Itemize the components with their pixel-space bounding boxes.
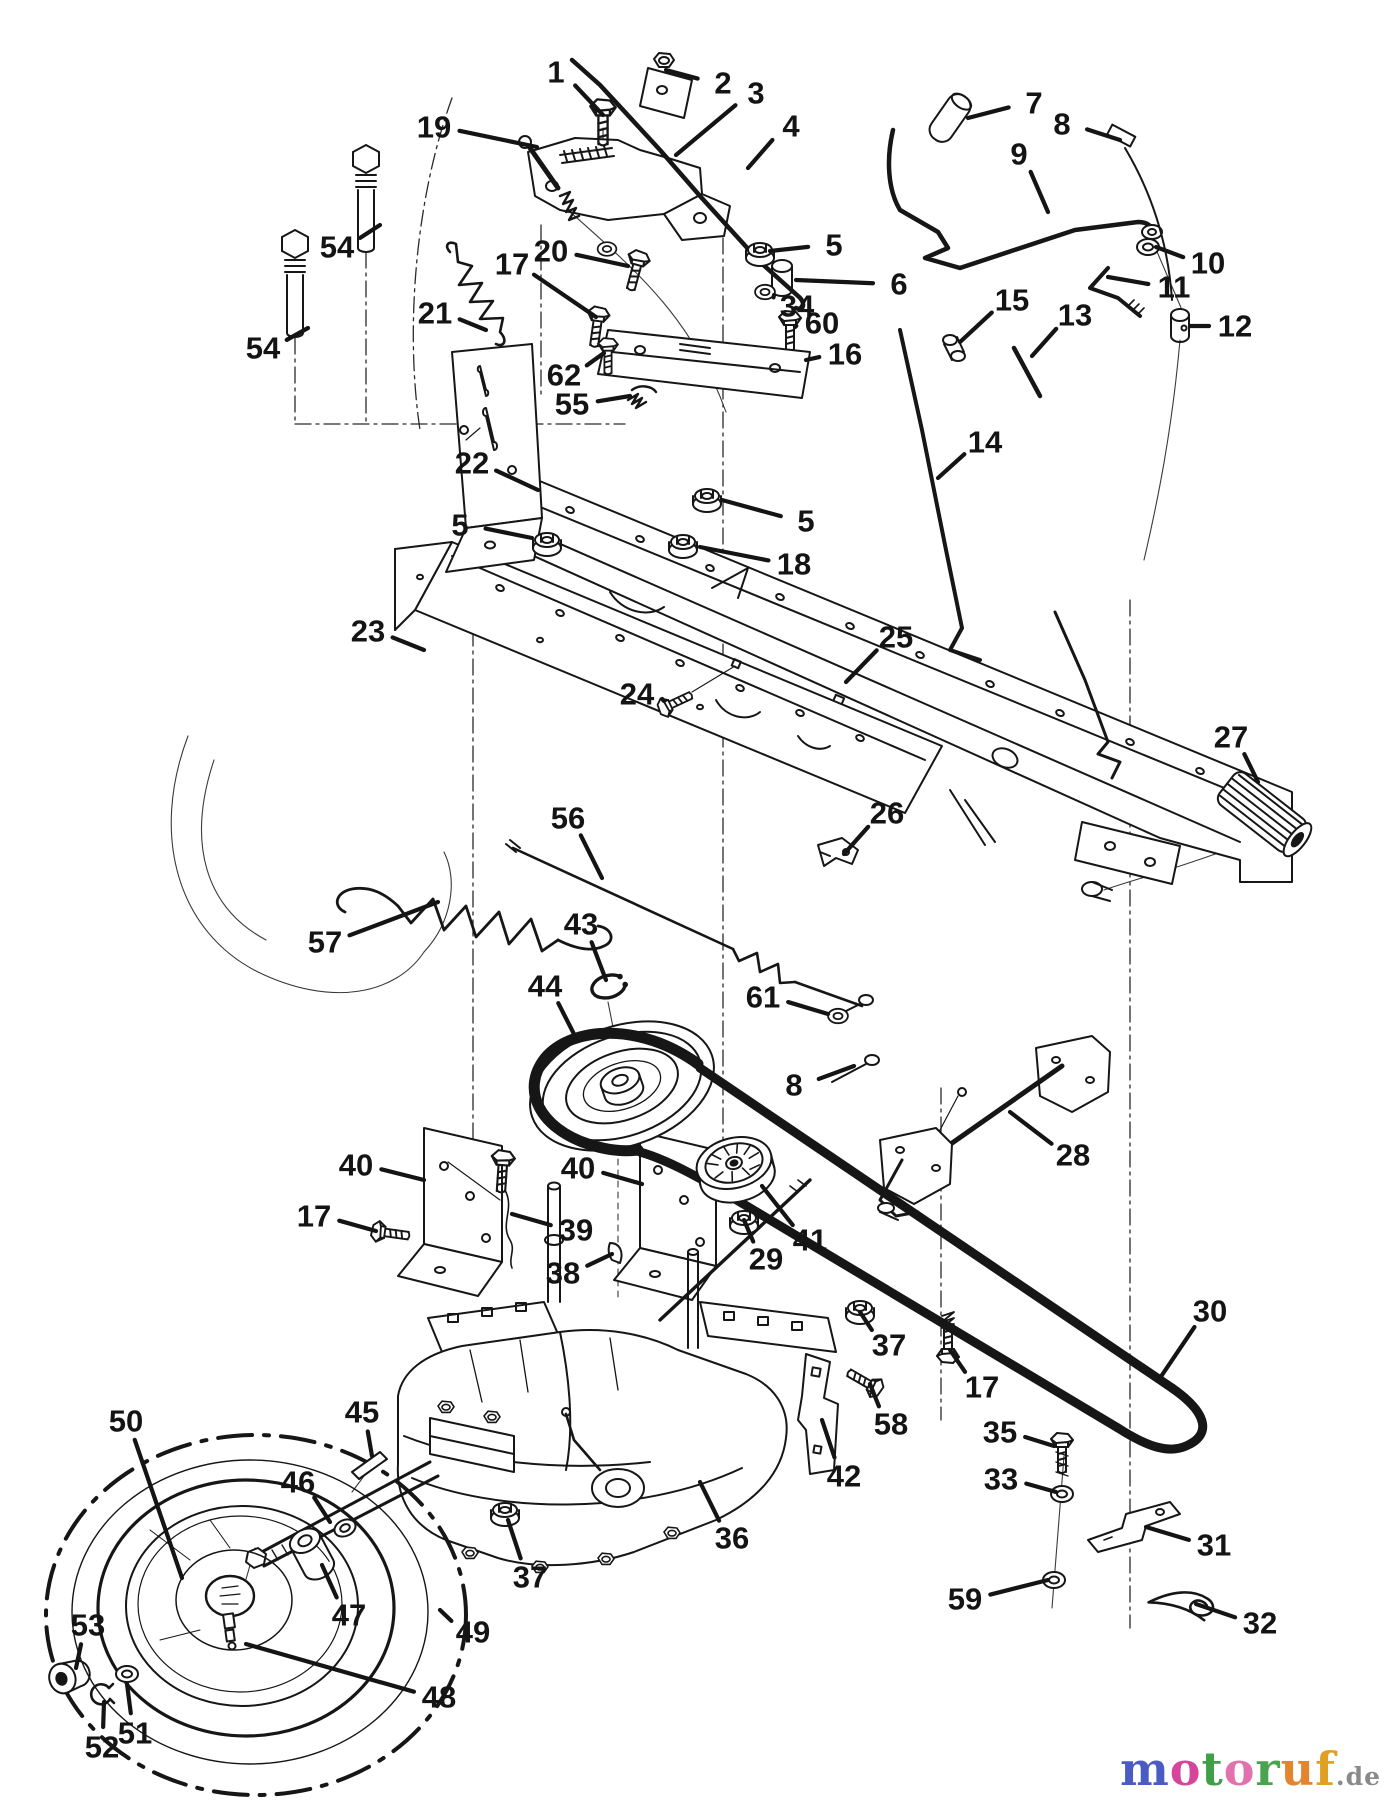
callout-47: 47 xyxy=(331,1597,367,1633)
washer-51 xyxy=(116,1666,138,1682)
leader-line-17 xyxy=(339,1221,376,1231)
leader-line-39 xyxy=(512,1214,551,1225)
bent-link-11 xyxy=(1090,268,1144,316)
callout-22: 22 xyxy=(454,445,490,481)
watermark-letter: o xyxy=(1169,1742,1202,1796)
callout-14: 14 xyxy=(967,424,1003,460)
callout-7: 7 xyxy=(1025,85,1043,121)
callout-44: 44 xyxy=(527,968,563,1004)
watermark-letter: f xyxy=(1315,1742,1336,1796)
callout-8: 8 xyxy=(785,1067,803,1103)
leader-line-23 xyxy=(393,637,424,650)
nut-5-top xyxy=(746,243,774,266)
callout-8: 8 xyxy=(1053,106,1071,142)
leader-line-44 xyxy=(558,1003,576,1038)
callout-26: 26 xyxy=(869,795,905,831)
washer-61 xyxy=(828,1009,848,1023)
leader-line-5 xyxy=(770,247,808,251)
leader-line-48 xyxy=(246,1644,414,1692)
leader-line-61 xyxy=(788,1002,828,1014)
leader-line-5 xyxy=(722,500,781,516)
nut-18 xyxy=(669,535,697,558)
callout-57: 57 xyxy=(307,924,343,960)
callout-50: 50 xyxy=(108,1403,144,1439)
nut-5-right xyxy=(693,489,721,512)
spring-clip-55 xyxy=(628,386,656,408)
callout-51: 51 xyxy=(117,1715,153,1751)
callout-61: 61 xyxy=(745,979,781,1015)
callout-15: 15 xyxy=(994,282,1030,318)
leader-line-52 xyxy=(103,1702,104,1727)
callout-37: 37 xyxy=(512,1559,548,1595)
callout-60: 60 xyxy=(804,305,840,341)
callout-6: 6 xyxy=(890,266,908,302)
callout-45: 45 xyxy=(344,1394,380,1430)
watermark-letter: u xyxy=(1280,1742,1316,1796)
bolt-54-bottom xyxy=(282,230,308,337)
callout-56: 56 xyxy=(550,800,586,836)
callout-53: 53 xyxy=(70,1607,106,1643)
callout-52: 52 xyxy=(84,1729,120,1765)
leader-line-21 xyxy=(460,319,486,330)
leader-line-57 xyxy=(350,902,438,935)
watermark-letter: o xyxy=(1223,1742,1256,1796)
callout-16: 16 xyxy=(827,336,863,372)
callout-3: 3 xyxy=(747,75,765,111)
callout-1: 1 xyxy=(547,54,565,90)
leader-line-24 xyxy=(662,699,664,701)
callout-41: 41 xyxy=(792,1222,828,1258)
callout-28: 28 xyxy=(1055,1137,1091,1173)
callout-11: 11 xyxy=(1157,269,1191,305)
callout-36: 36 xyxy=(714,1520,750,1556)
leader-line-40 xyxy=(603,1173,642,1184)
callout-17: 17 xyxy=(964,1369,1000,1405)
callout-32: 32 xyxy=(1242,1605,1278,1641)
callout-20: 20 xyxy=(533,233,569,269)
callout-9: 9 xyxy=(1010,136,1028,172)
leader-line-7 xyxy=(968,107,1009,118)
bolt-58 xyxy=(843,1363,886,1400)
bolt-17-left xyxy=(370,1220,411,1246)
leader-line-33 xyxy=(1026,1484,1056,1492)
hairpin-clip-32 xyxy=(1147,1584,1215,1621)
leader-line-55 xyxy=(598,396,630,401)
callout-54: 54 xyxy=(245,330,281,366)
bolt-20 xyxy=(620,249,652,293)
leader-line-54 xyxy=(287,328,308,340)
callout-29: 29 xyxy=(748,1241,784,1277)
watermark-suffix: .de xyxy=(1335,1762,1381,1791)
leader-line-15 xyxy=(960,313,992,342)
callout-62: 62 xyxy=(546,357,582,393)
leader-line-6 xyxy=(796,280,873,283)
washer-33 xyxy=(1051,1486,1073,1502)
shaft-28-assembly xyxy=(878,1036,1110,1220)
callout-5: 5 xyxy=(825,227,843,263)
callout-4: 4 xyxy=(782,108,800,144)
callout-31: 31 xyxy=(1196,1527,1232,1563)
leader-line-35 xyxy=(1025,1437,1054,1446)
snap-ring-43 xyxy=(589,971,629,1001)
leader-line-30 xyxy=(1160,1327,1194,1378)
watermark-letter: m xyxy=(1120,1742,1170,1796)
brake-rod-14 xyxy=(900,330,980,660)
watermark-letter: r xyxy=(1255,1742,1281,1796)
leader-line-11 xyxy=(1108,277,1148,284)
callout-39: 39 xyxy=(558,1212,594,1248)
callout-38: 38 xyxy=(545,1255,581,1291)
callout-13: 13 xyxy=(1057,297,1093,333)
hinge-plate-16 xyxy=(598,330,810,398)
callout-33: 33 xyxy=(983,1461,1019,1497)
leader-line-38 xyxy=(587,1254,612,1266)
leader-line-19 xyxy=(460,131,537,147)
leader-line-60 xyxy=(795,326,796,327)
leader-line-28 xyxy=(1010,1112,1052,1144)
callout-42: 42 xyxy=(826,1458,862,1494)
callout-43: 43 xyxy=(563,906,599,942)
washer-20 xyxy=(598,242,617,256)
pin-13 xyxy=(1014,348,1040,396)
nut-37-bottom xyxy=(491,1503,519,1526)
callout-30: 30 xyxy=(1192,1293,1228,1329)
callout-40: 40 xyxy=(560,1150,596,1186)
leader-line-56 xyxy=(581,835,602,878)
callout-40: 40 xyxy=(338,1147,374,1183)
nut-2 xyxy=(654,53,674,67)
leader-line-54 xyxy=(360,225,380,238)
callout-58: 58 xyxy=(873,1406,909,1442)
leader-line-10 xyxy=(1156,247,1183,257)
callout-17: 17 xyxy=(494,246,530,282)
leader-line-13 xyxy=(1032,329,1056,356)
valve-stem-48 xyxy=(223,1613,235,1649)
motoruf-watermark-logo xyxy=(1120,1742,1381,1796)
callout-46: 46 xyxy=(280,1464,316,1500)
callout-5: 5 xyxy=(451,507,469,543)
bracket-40-left xyxy=(398,1128,502,1296)
callout-55: 55 xyxy=(554,386,590,422)
callout-25: 25 xyxy=(878,619,914,655)
z-bracket-31 xyxy=(1088,1502,1180,1552)
callout-34: 34 xyxy=(779,288,815,324)
callout-18: 18 xyxy=(776,546,812,582)
callout-12: 12 xyxy=(1217,308,1253,344)
callout-5: 5 xyxy=(797,503,815,539)
callout-21: 21 xyxy=(417,295,453,331)
callout-24: 24 xyxy=(619,676,655,712)
leader-line-16 xyxy=(806,357,819,360)
nut-5-left xyxy=(533,533,561,556)
callout-19: 19 xyxy=(416,109,452,145)
leader-line-31 xyxy=(1146,1527,1189,1540)
callout-23: 23 xyxy=(350,613,386,649)
leader-line-49 xyxy=(440,1610,451,1621)
callout-2: 2 xyxy=(714,65,732,101)
leader-line-45 xyxy=(368,1432,372,1456)
leader-line-4 xyxy=(748,140,772,168)
callout-35: 35 xyxy=(982,1414,1018,1450)
watermark-letter: t xyxy=(1201,1742,1224,1796)
ferrule-12 xyxy=(1171,309,1189,342)
leader-line-40 xyxy=(381,1169,424,1180)
leader-line-17 xyxy=(534,275,596,317)
callout-59: 59 xyxy=(947,1581,983,1617)
callout-48: 48 xyxy=(421,1679,457,1715)
bolt-35 xyxy=(1051,1433,1073,1476)
callout-10: 10 xyxy=(1190,245,1226,281)
watermark-text xyxy=(1120,1742,1336,1796)
callout-17: 17 xyxy=(296,1198,332,1234)
leader-line-14 xyxy=(938,454,964,478)
callout-54: 54 xyxy=(319,229,355,265)
leader-line-9 xyxy=(1031,172,1048,212)
callout-37: 37 xyxy=(871,1327,907,1363)
leader-line-59 xyxy=(990,1580,1048,1595)
callout-49: 49 xyxy=(455,1614,491,1650)
callout-27: 27 xyxy=(1213,719,1249,755)
